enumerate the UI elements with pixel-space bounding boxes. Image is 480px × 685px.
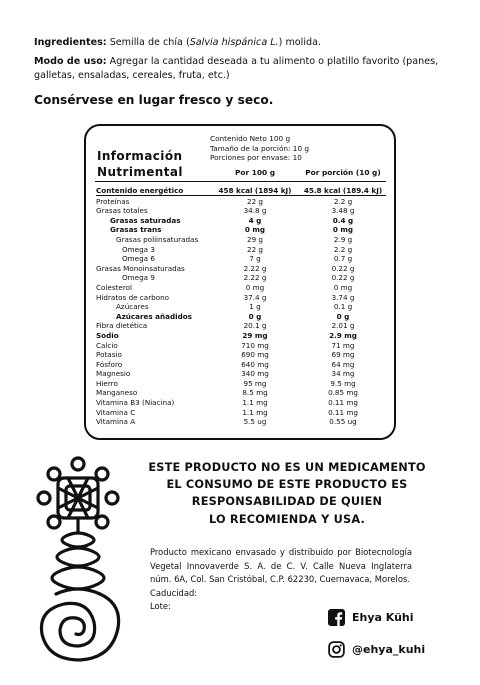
value-per-100g: 710 mg (241, 340, 269, 350)
value-per-serving: 3.74 g (331, 292, 355, 302)
nutrition-row (96, 235, 386, 245)
nutrition-row (96, 254, 386, 264)
expiry-label: Caducidad: (150, 587, 198, 598)
nutrition-row (96, 245, 386, 255)
value-per-100g: 340 mg (241, 369, 269, 379)
nutrient-name: Grasas saturadas (110, 215, 181, 225)
nutrition-row (96, 360, 386, 370)
value-per-100g: 1.1 mg (242, 407, 268, 417)
value-per-100g: 0 mg (244, 225, 266, 235)
value-per-100g: 20.1 g (243, 321, 267, 331)
value-per-serving: 0 mg (332, 225, 354, 235)
value-per-serving: 0 mg (333, 282, 353, 292)
value-per-100g: 458 kcal (1894 kJ) (218, 186, 292, 195)
ingredients-label: Ingredientes: (34, 37, 107, 48)
nutrient-name: Grasas Monoinsaturadas (96, 263, 185, 273)
warning-line-1: ESTE PRODUCTO NO ES UN MEDICAMENTO (148, 461, 426, 474)
nutrition-row (96, 388, 386, 398)
value-per-serving: 0.1 g (333, 302, 353, 312)
ingredients-species: Salvia hispánica L. (189, 37, 279, 48)
nutrient-name: Potasio (96, 350, 122, 360)
nutrient-name: Omega 9 (122, 273, 155, 283)
instagram-handle (328, 641, 425, 658)
value-per-100g: 690 mg (241, 350, 269, 360)
value-per-serving: 0.85 mg (328, 388, 358, 398)
nutrient-name: Fósforo (96, 359, 123, 369)
value-per-serving: 2.01 g (331, 321, 355, 331)
nutrient-name: Contenido energético (96, 186, 184, 195)
value-per-100g: 1 g (249, 302, 261, 312)
nutrition-row (96, 369, 386, 379)
header-divider (95, 181, 386, 182)
product-description (34, 36, 454, 88)
ingredients-text: Semilla de chía ( (106, 37, 190, 48)
nutrition-row (96, 417, 386, 427)
value-per-serving: 0.22 g (331, 263, 355, 273)
nutrient-name: Omega 6 (122, 254, 155, 264)
facebook-name: Ehya Kühi (352, 611, 414, 624)
facebook-handle (328, 609, 414, 626)
nutrient-name: Grasas trans (110, 225, 162, 235)
value-per-serving: 0.22 g (331, 273, 355, 283)
storage-instruction: Consérvese en lugar fresco y seco. (34, 93, 274, 107)
nutrient-name: Sodio (96, 330, 119, 340)
value-per-serving: 45.8 kcal (189.4 kJ) (303, 186, 383, 195)
value-per-100g: 29 g (247, 234, 263, 244)
value-per-100g: 22 g (247, 244, 263, 254)
value-per-serving: 2.9 g (333, 234, 353, 244)
nutrition-row (96, 273, 386, 283)
nutrient-name: Vitamina A (96, 417, 136, 427)
warning-line-3: RESPONSABILIDAD DE QUIEN (191, 495, 383, 509)
warning-line-4: LO RECOMIENDA Y USA. (209, 512, 365, 526)
nutrient-name: Colesterol (96, 282, 133, 292)
value-per-100g: 0 mg (245, 282, 265, 292)
value-per-serving: 0 g (336, 311, 350, 321)
value-per-serving: 2.9 mg (329, 330, 357, 340)
nutrition-row (96, 321, 386, 331)
serving-info (210, 134, 309, 163)
warning-line-2: EL CONSUMO DE ESTE PRODUCTO ES (166, 478, 408, 492)
knot-spiral-logo (28, 452, 128, 666)
nutrient-name: Grasas poliinsaturadas (116, 234, 199, 244)
ingredients-line (34, 36, 454, 51)
lot-label: Lote: (150, 601, 171, 612)
nutrition-row (96, 331, 386, 341)
value-per-100g: 95 mg (243, 378, 267, 388)
nutrition-title (97, 148, 183, 180)
usage-label: Modo de uso: (34, 55, 107, 67)
nutrient-name: Hierro (96, 378, 118, 388)
nutrient-name: Hidratos de carbono (96, 292, 170, 302)
serving-size: Tamaño de la porción: 10 g (210, 143, 310, 153)
value-per-serving: 9.5 mg (330, 378, 356, 388)
value-per-serving: 3.48 g (331, 206, 355, 216)
value-per-serving: 2.2 g (333, 196, 353, 206)
manufacturer-text: Producto mexicano envasado y distribuido por Biotecnología Vegetal Innovaverde S. A. de C. V. Calle Nueva Inglaterra núm. 6A, Col. San Cristóbal, C.P. 62230, Cuernavaca, Morelos. (150, 547, 412, 585)
nutrient-name: Grasas totales (96, 206, 148, 216)
nutrient-name: Manganeso (96, 388, 138, 398)
nutrient-name: Vitamina B3 (Niacina) (96, 398, 175, 408)
nutrition-facts-panel (84, 124, 396, 440)
nutrition-row (96, 341, 386, 351)
usage-text: Agregar la cantidad deseada a tu alimento o platillo favorito (panes, galletas, ensaladas, cereales, fruta, etc.) (34, 55, 439, 81)
nutrition-column-headers (210, 168, 386, 177)
value-per-100g: 4 g (248, 215, 262, 225)
nutrition-row (96, 350, 386, 360)
value-per-100g: 2.22 g (243, 273, 267, 283)
manufacturer-info (150, 546, 412, 614)
nutrition-row (96, 408, 386, 418)
value-per-100g: 640 mg (241, 359, 269, 369)
nutrition-row (96, 206, 386, 216)
value-per-serving: 2.2 g (333, 244, 353, 254)
value-per-serving: 71 mg (331, 340, 355, 350)
value-per-100g: 37.4 g (243, 292, 267, 302)
nutrient-name: Fibra dietética (96, 321, 148, 331)
nutrition-row (96, 398, 386, 408)
value-per-serving: 0.7 g (333, 254, 353, 264)
nutrition-row (96, 293, 386, 303)
nutrition-row (96, 302, 386, 312)
value-per-100g: 7 g (249, 254, 261, 264)
value-per-100g: 8.5 mg (242, 388, 268, 398)
nutrient-name: Omega 3 (122, 244, 155, 254)
column-per-100g: Por 100 g (234, 168, 275, 177)
value-per-serving: 64 mg (331, 359, 355, 369)
ingredients-text-end: ) molida. (278, 37, 322, 48)
nutrition-row (96, 264, 386, 274)
medical-warning (132, 459, 442, 528)
value-per-100g: 1.1 mg (242, 398, 268, 408)
nutrition-row (96, 312, 386, 322)
nutrition-row (96, 197, 386, 207)
value-per-serving: 34 mg (331, 369, 355, 379)
value-per-100g: 5.5 ug (243, 417, 267, 427)
nutrient-name: Azúcares añadidos (116, 311, 192, 321)
servings-per-container: Porciones por envase: 10 (210, 153, 302, 163)
nutrition-title-line2: Nutrimental (97, 165, 183, 179)
value-per-serving: 0.55 ug (329, 417, 357, 427)
value-per-100g: 0 g (248, 311, 262, 321)
value-per-serving: 0.11 mg (328, 407, 358, 417)
facebook-icon (328, 609, 345, 626)
nutrient-name: Vitamina C (96, 407, 136, 417)
value-per-100g: 29 mg (242, 330, 268, 340)
nutrition-row (96, 186, 386, 196)
nutrient-name: Calcio (96, 340, 118, 350)
column-per-serving: Por porción (10 g) (305, 168, 381, 177)
net-content: Contenido Neto 100 g (210, 134, 291, 143)
nutrition-title-line1: Información (97, 149, 183, 163)
nutrient-name: Magnesio (96, 369, 131, 379)
nutrition-row (96, 225, 386, 235)
nutrient-name: Azúcares (116, 302, 149, 312)
nutrition-rows (96, 186, 386, 427)
value-per-100g: 22 g (247, 196, 263, 206)
value-per-serving: 0.4 g (332, 215, 354, 225)
value-per-100g: 2.22 g (243, 263, 267, 273)
value-per-serving: 0.11 mg (328, 398, 358, 408)
value-per-100g: 34.8 g (243, 206, 267, 216)
instagram-icon (328, 641, 345, 658)
nutrient-name: Proteínas (96, 196, 130, 206)
value-per-serving: 69 mg (331, 350, 355, 360)
instagram-name: @ehya_kuhi (352, 643, 426, 656)
usage-line (34, 55, 454, 84)
nutrition-row (96, 216, 386, 226)
nutrition-row (96, 283, 386, 293)
nutrition-row (96, 379, 386, 389)
